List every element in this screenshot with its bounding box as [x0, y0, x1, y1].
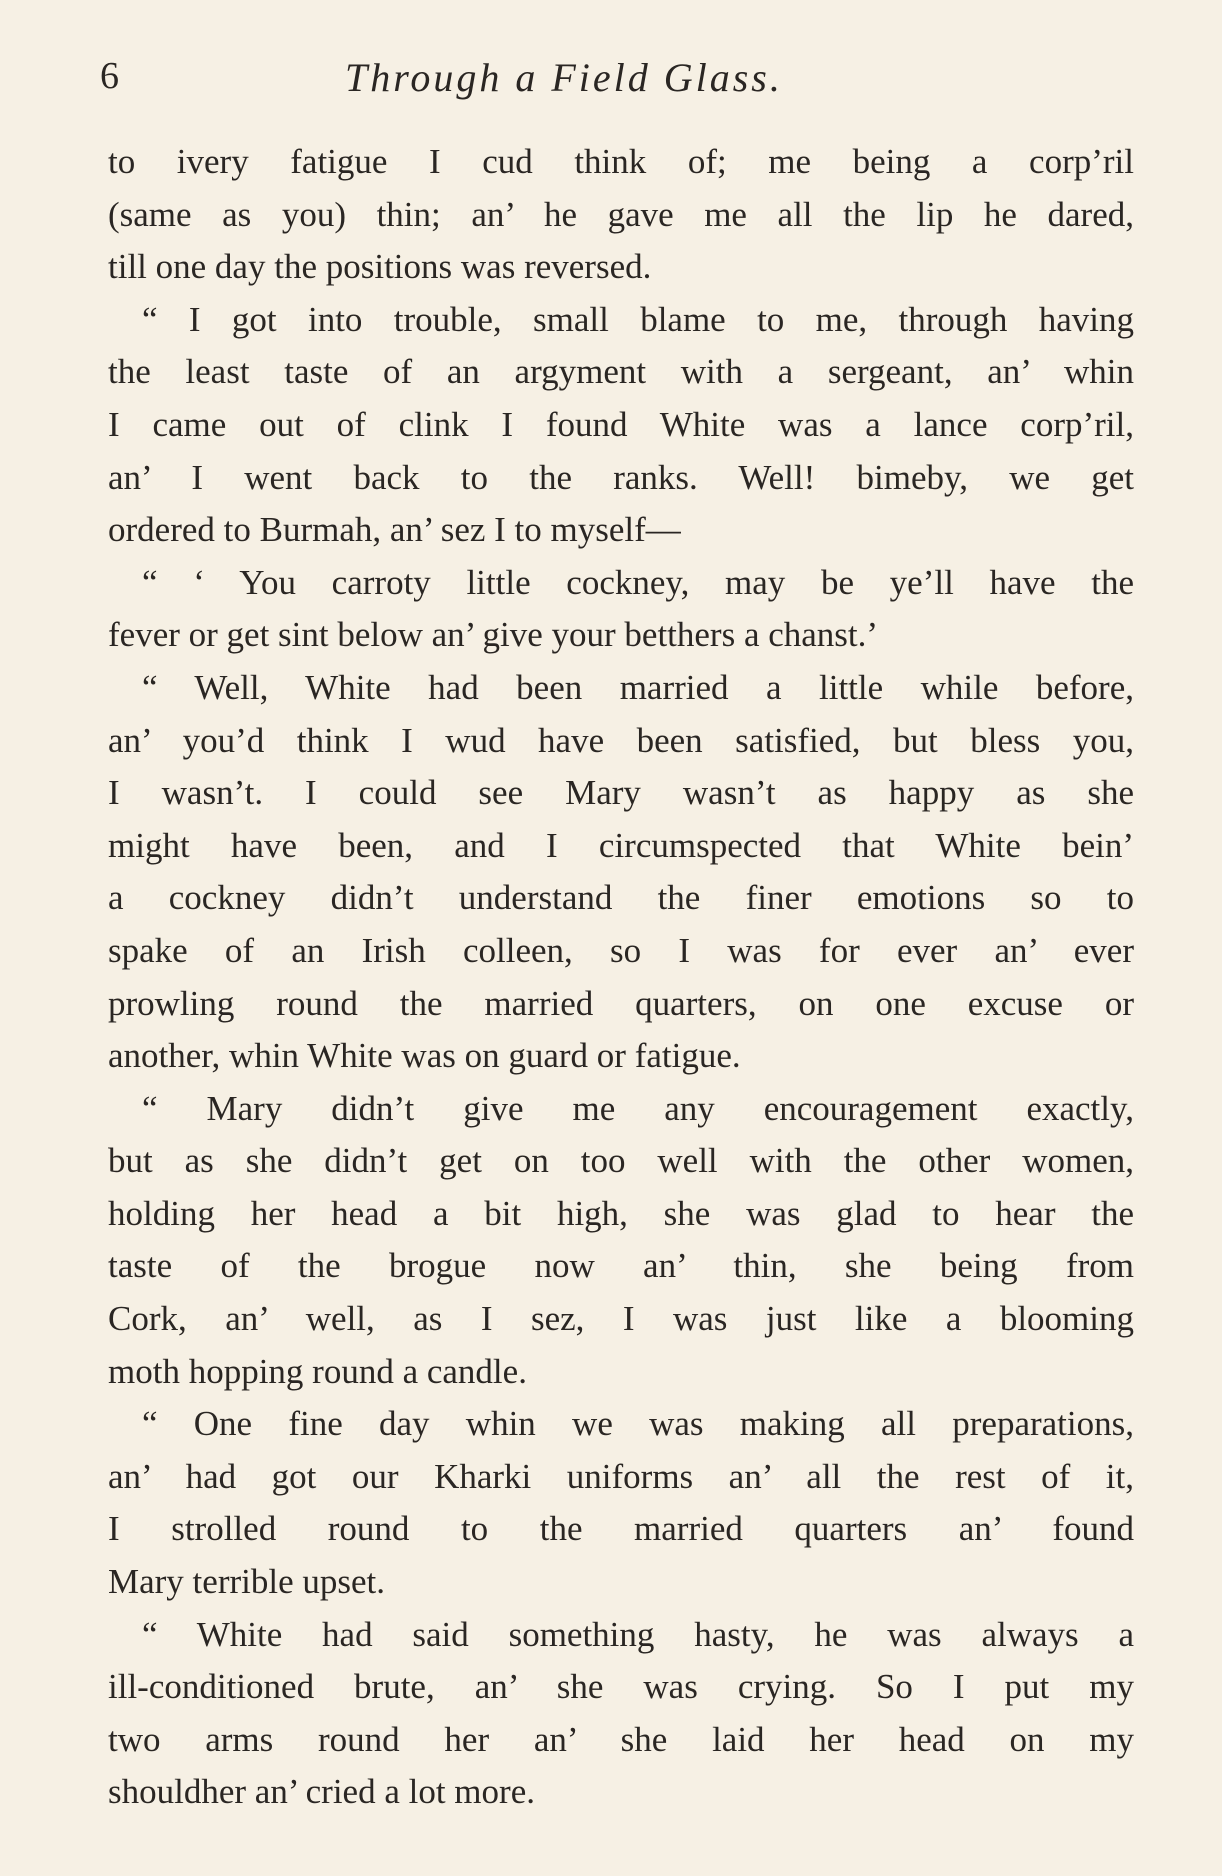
text-line: fever or get sint below an’ give your betthers a chanst.’	[108, 615, 879, 655]
text-line: spake of an Irish colleen, so I was for ever an’ ever	[108, 930, 1134, 970]
text-line: Mary terrible upset.	[108, 1562, 385, 1602]
text-line: moth hopping round a candle.	[108, 1351, 527, 1391]
text-line: an’ had got our Kharki uniforms an’ all the rest of it,	[108, 1456, 1134, 1496]
text-line: but as she didn’t get on too well with the other women,	[108, 1141, 1134, 1181]
text-line: might have been, and I circumspected that White bein’	[108, 825, 1134, 865]
text-line: “ Mary didn’t give me any encouragement exactly,	[142, 1088, 1134, 1128]
text-line: another, whin White was on guard or fatigue.	[108, 1036, 741, 1076]
text-line: a cockney didn’t understand the finer emotions so to	[108, 878, 1134, 918]
text-line: ill-conditioned brute, an’ she was crying. So I put my	[108, 1667, 1134, 1707]
text-line: “ Well, White had been married a little while before,	[142, 667, 1134, 707]
text-line: I strolled round to the married quarters an’ found	[108, 1509, 1134, 1549]
text-line: “ White had said something hasty, he was always a	[142, 1614, 1134, 1654]
text-line: “ One fine day whin we was making all preparations,	[142, 1404, 1134, 1444]
text-line: an’ I went back to the ranks. Well! bimeby, we get	[108, 457, 1134, 497]
text-line: “ ‘ You carroty little cockney, may be ye’ll have the	[142, 562, 1134, 602]
page-number: 6	[100, 55, 120, 97]
text-line: shouldher an’ cried a lot more.	[108, 1772, 535, 1812]
text-line: I came out of clink I found White was a lance corp’ril,	[108, 404, 1134, 444]
text-line: ordered to Burmah, an’ sez I to myself—	[108, 510, 681, 550]
body-text	[108, 136, 1134, 1819]
text-line: holding her head a bit high, she was glad to hear the	[108, 1193, 1134, 1233]
text-line: taste of the brogue now an’ thin, she being from	[108, 1246, 1134, 1286]
text-line: “ I got into trouble, small blame to me, through having	[142, 299, 1134, 339]
text-line: two arms round her an’ she laid her head on my	[108, 1719, 1134, 1759]
text-line: prowling round the married quarters, on one excuse or	[108, 983, 1134, 1023]
text-line: I wasn’t. I could see Mary wasn’t as happy as she	[108, 773, 1134, 813]
page-header	[100, 50, 1130, 110]
text-line: Cork, an’ well, as I sez, I was just like a blooming	[108, 1299, 1134, 1339]
text-line: to ivery fatigue I cud think of; me being a corp’ril	[108, 142, 1134, 181]
text-line: (same as you) thin; an’ he gave me all the lip he dared,	[108, 194, 1134, 234]
text-line: the least taste of an argyment with a sergeant, an’ whin	[108, 352, 1134, 392]
text-line: an’ you’d think I wud have been satisfied, but bless you,	[108, 720, 1134, 760]
running-title: Through a Field Glass.	[345, 55, 783, 100]
text-line: till one day the positions was reversed.	[108, 247, 652, 287]
